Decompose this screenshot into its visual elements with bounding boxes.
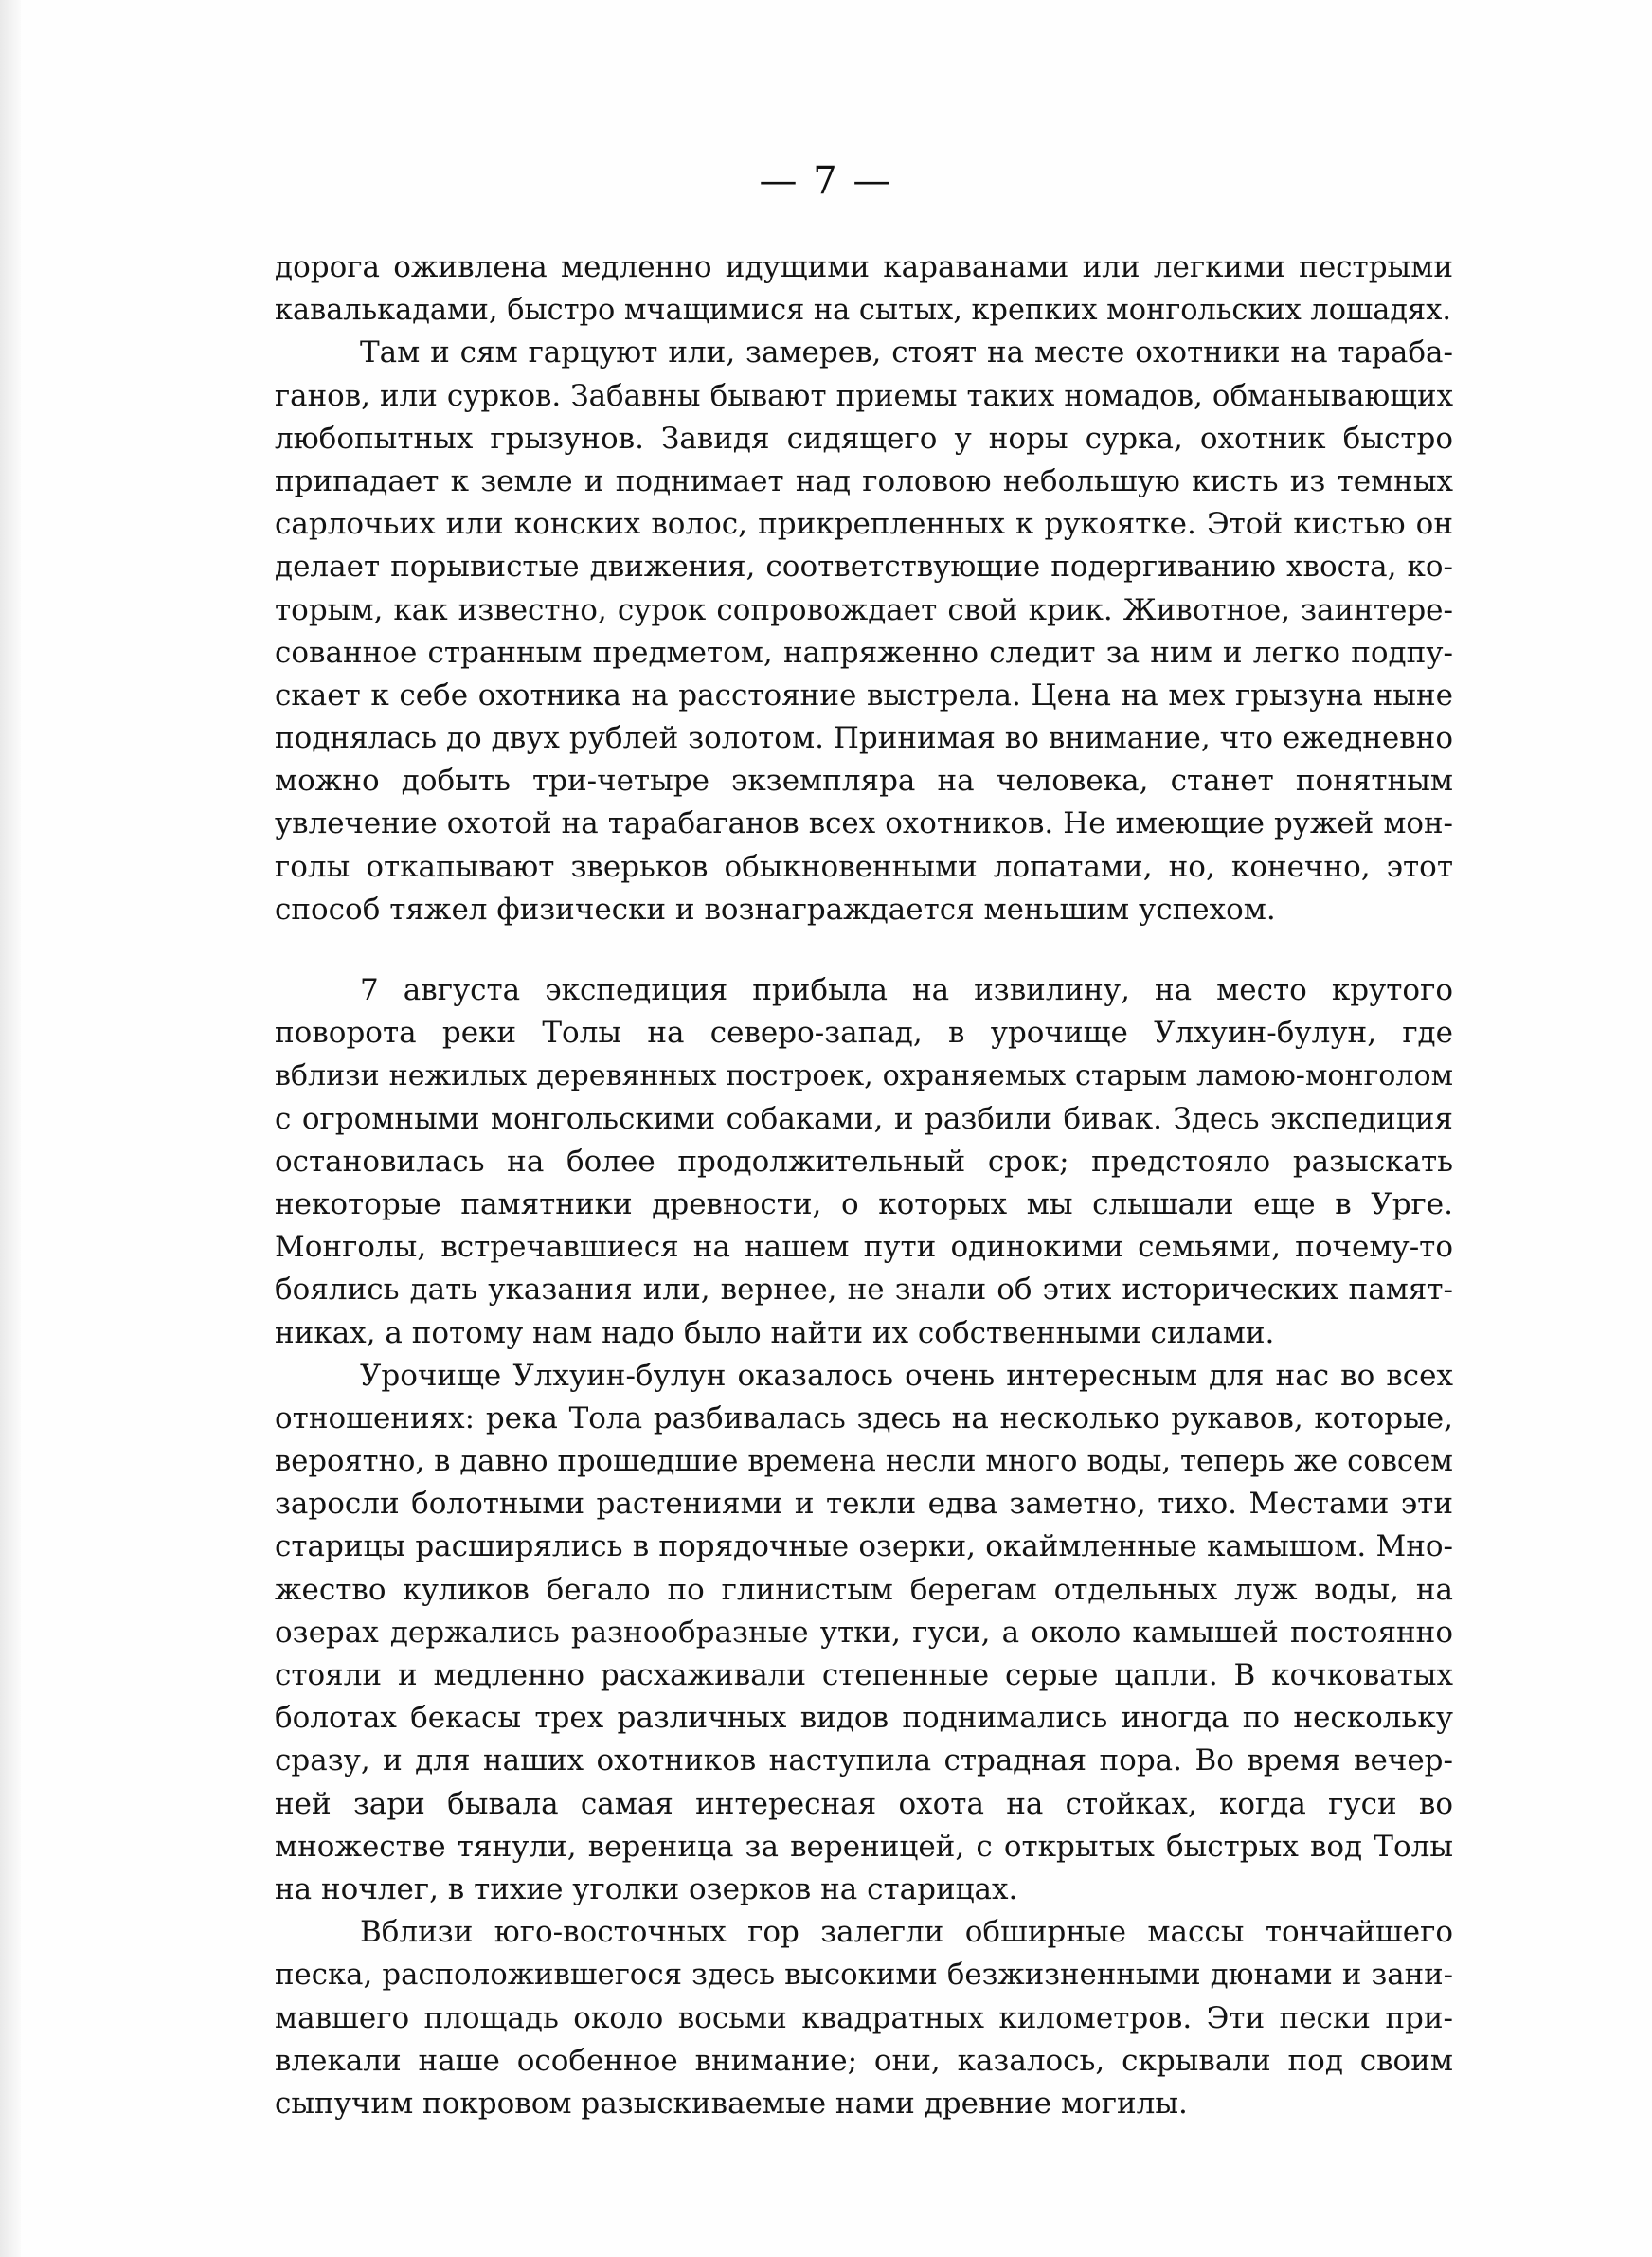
text-line: Урочище Улхуин-булун оказалось очень интересным для нас во всех (360, 1358, 1453, 1393)
text-line: 7 августа экспедиция прибыла на извилину, на место крутого (360, 973, 1453, 1007)
text-line: вблизи нежилых деревянных построек, охраняемых старым ламою-монголом (275, 1059, 1453, 1093)
text-line: торым, как известно, сурок сопровождает свой крик. Животное, заинтере- (275, 592, 1453, 627)
text-line: можно добыть три-четыре экземпляра на человека, станет понятным (275, 764, 1453, 799)
text-line: сарлочьих или конских волос, прикрепленных к рукоятке. Этой кистью он (275, 507, 1453, 542)
text-line: сованное странным предметом, напряженно следит за ним и легко подпу- (275, 635, 1453, 670)
scan-edge-shadow (0, 0, 21, 2257)
body-text (275, 246, 1453, 2125)
page-number: — 7 — (759, 159, 893, 203)
paragraph (275, 1355, 1453, 1911)
text-line: вероятно, в давно прошедшие времена несли много воды, теперь же совсем (275, 1445, 1453, 1479)
text-line: с огромными монгольскими собаками, и разбили бивак. Здесь экспедиция (275, 1101, 1453, 1136)
text-line: стояли и медленно расхаживали степенные серые цапли. В кочковатых (275, 1658, 1453, 1692)
text-line: сразу, и для наших охотников наступила страдная пора. Во время вечер- (275, 1743, 1453, 1779)
text-line: голы откапывают зверьков обыкновенными лопатами, но, конечно, этот (275, 849, 1453, 884)
text-line: ганов, или сурков. Забавны бывают приемы таких номадов, обманывающих (275, 378, 1453, 413)
text-line: поднялась до двух рублей золотом. Принимая во внимание, что ежедневно (275, 721, 1453, 756)
text-line: любопытных грызунов. Завидя сидящего у норы сурка, охотник быстро (275, 421, 1453, 456)
text-line: ней зари бывала самая интересная охота на стойках, когда гуси во (275, 1786, 1453, 1821)
paragraph (275, 246, 1453, 332)
text-line: озерах держались разнообразные утки, гуси, а около камышей постоянно (275, 1615, 1453, 1650)
text-line: боялись дать указания или, вернее, не знали об этих исторических памят- (275, 1273, 1453, 1308)
text-line: старицы расширялись в порядочные озерки, окаймленные камышом. Мно- (275, 1529, 1453, 1564)
paragraph (275, 969, 1453, 1355)
text-line: припадает к земле и поднимает над головою небольшую кисть из темных (275, 463, 1453, 498)
text-line: жество куликов бегало по глинистым берегам отдельных луж воды, на (275, 1572, 1453, 1607)
paragraph (275, 1911, 1453, 2125)
paragraph-gap (275, 931, 1453, 969)
paragraph (275, 332, 1453, 931)
text-line: кавалькадами, быстро мчащимися на сытых, крепких монгольских лошадях. (275, 294, 1451, 328)
text-line: Монголы, встречавшиеся на нашем пути одинокими семьями, почему-то (275, 1230, 1453, 1265)
text-line: на ночлег, в тихие уголки озерков на старицах. (275, 1871, 1018, 1906)
text-line: болотах бекасы трех различных видов поднимались иногда по нескольку (275, 1701, 1453, 1736)
text-line: песка, расположившегося здесь высокими безжизненными дюнами и зани- (275, 1958, 1453, 1993)
text-line: Вблизи юго-восточных гор залегли обширные массы тончайшего (360, 1915, 1453, 1950)
text-line: Там и сям гарцуют или, замерев, стоят на месте охотники на тараба- (360, 335, 1453, 370)
text-line: множестве тянули, вереница за вереницей, с открытых быстрых вод Толы (275, 1829, 1453, 1864)
text-line: поворота реки Толы на северо-запад, в урочище Улхуин-булун, где (275, 1016, 1453, 1051)
text-line: отношениях: река Тола разбивалась здесь на несколько рукавов, которые, (275, 1400, 1453, 1435)
text-line: скает к себе охотника на расстояние выстрела. Цена на мех грызуна ныне (275, 677, 1453, 713)
text-line: остановилась на более продолжительный срок; предстояло разыскать (275, 1144, 1453, 1179)
text-line: влекали наше особенное внимание; они, казалось, скрывали под своим (275, 2043, 1453, 2078)
text-line: способ тяжел физически и вознаграждается меньшим успехом. (275, 892, 1276, 927)
text-line: заросли болотными растениями и текли едва заметно, тихо. Местами эти (275, 1487, 1453, 1522)
text-line: увлечение охотой на тарабаганов всех охотников. Не имеющие ружей мон- (275, 806, 1453, 841)
text-line: некоторые памятники древности, о которых мы слышали еще в Урге. (275, 1186, 1453, 1221)
text-line: мавшего площадь около восьми квадратных километров. Эти пески при- (275, 2000, 1453, 2035)
text-line: сыпучим покровом разыскиваемые нами древние могилы. (275, 2085, 1188, 2121)
text-line: делает порывистые движения, соответствующие подергиванию хвоста, ко- (275, 550, 1453, 585)
text-line: дорога оживлена медленно идущими караванами или легкими пестрыми (275, 250, 1453, 284)
text-line: никах, а потому нам надо было найти их собственными силами. (275, 1315, 1275, 1350)
